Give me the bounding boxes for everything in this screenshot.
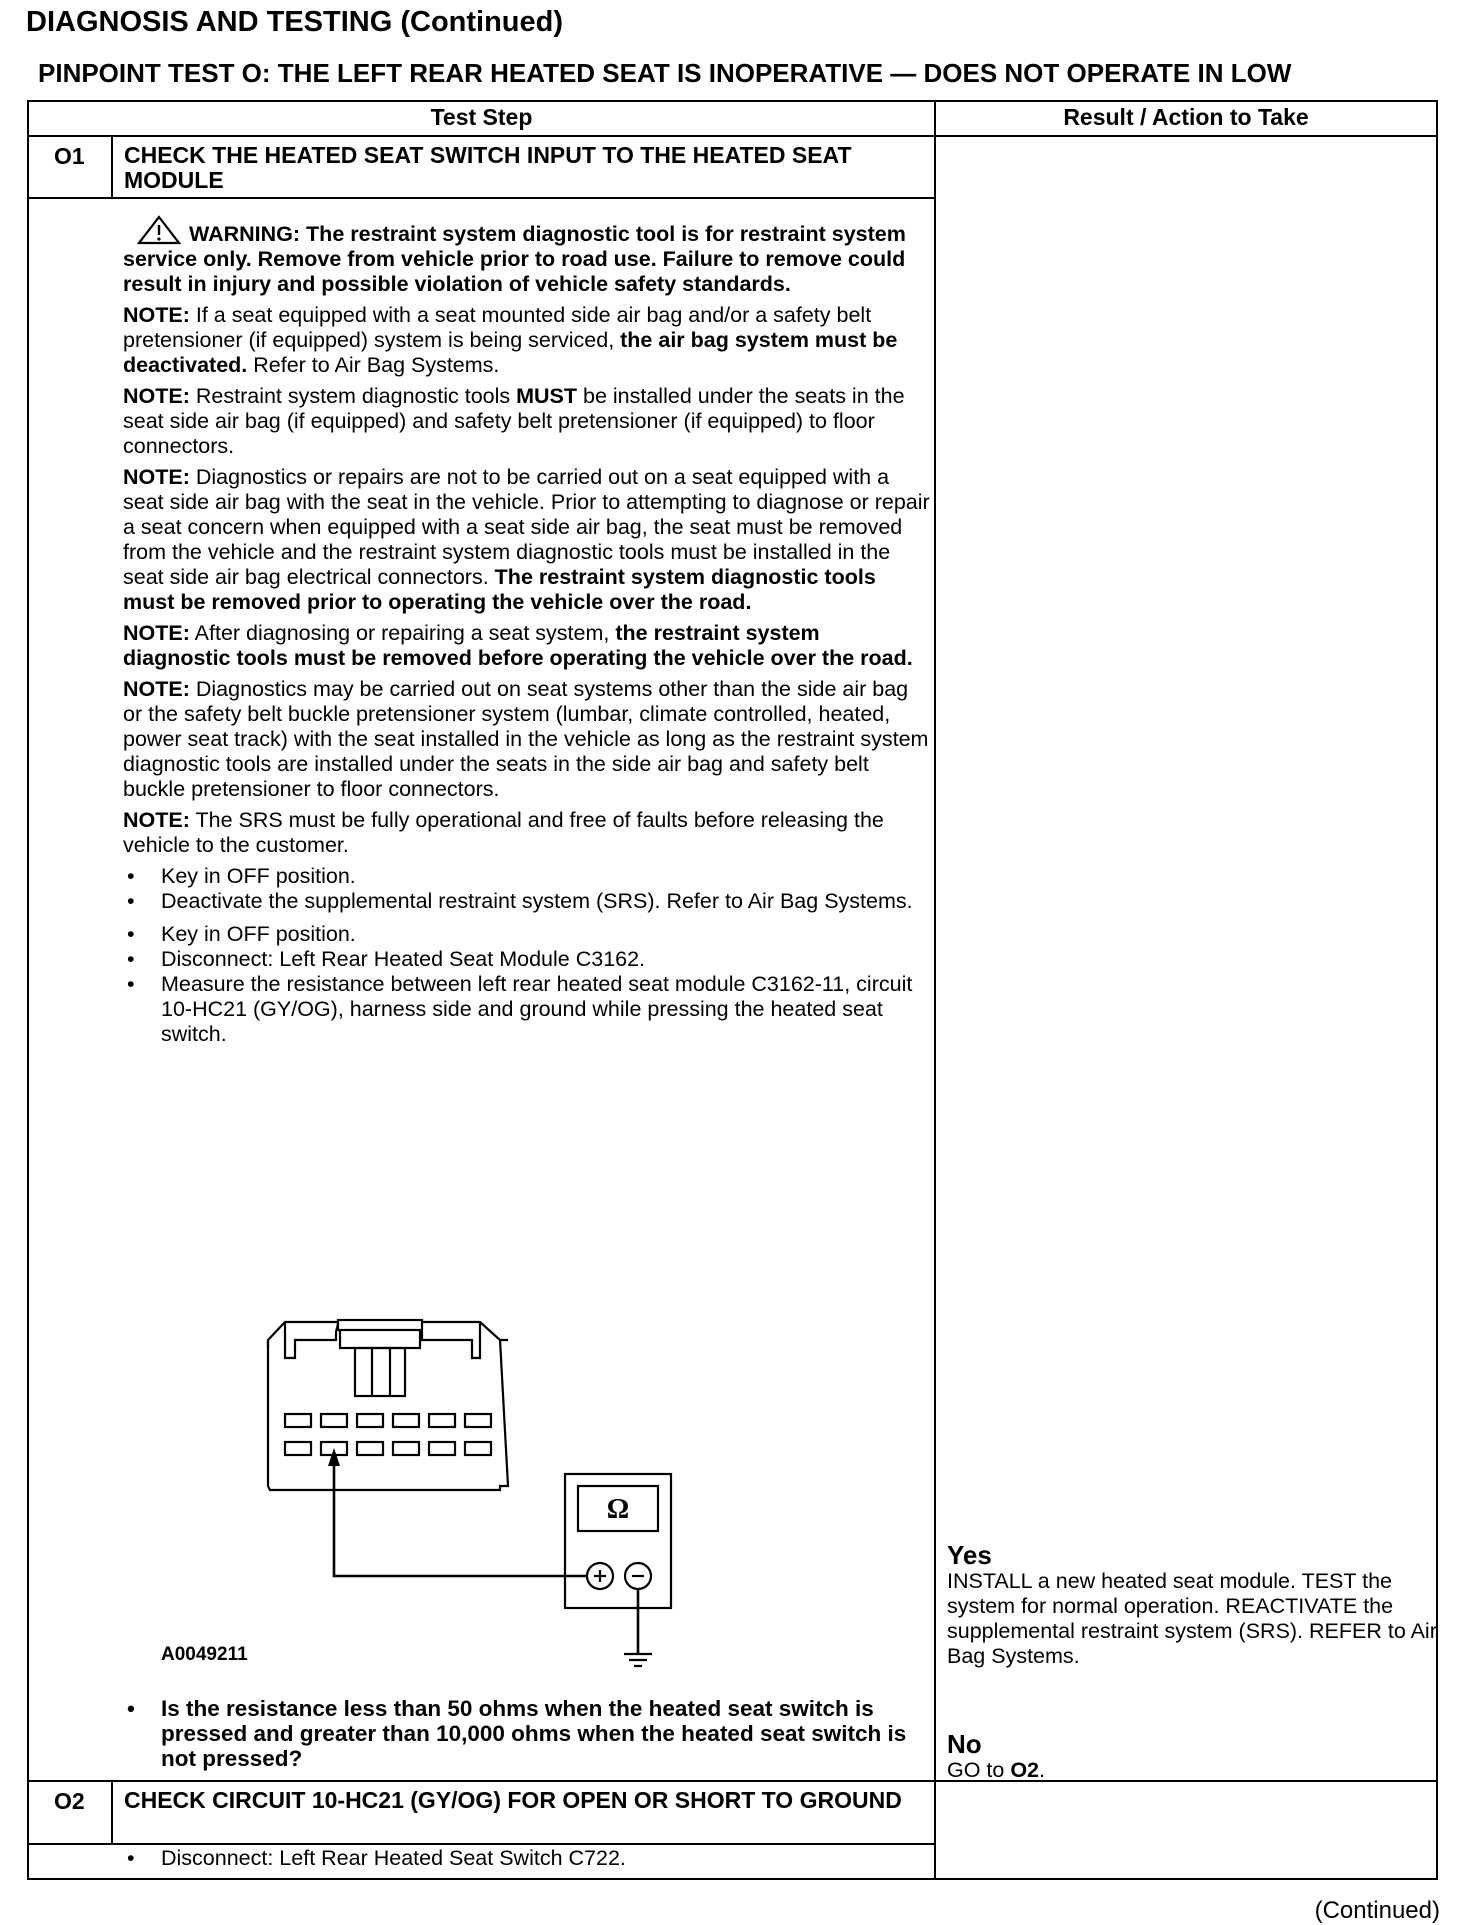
step-number-o1: O1 (54, 143, 85, 169)
result-yes (947, 1541, 1437, 1669)
note-2: NOTE: Restraint system diagnostic tools MUST be installed under the seats in the seat side air bag (if equipped) and safety belt pretensioner (if equipped) to floor connectors. (123, 384, 905, 458)
connector-measurement-diagram (150, 1310, 680, 1680)
yes-action: INSTALL a new heated seat module. TEST the system for normal operation. REACTIVATE the supplemental restraint system (SRS). REFER to Air Bag Systems. (947, 1569, 1437, 1668)
pinpoint-test-title: PINPOINT TEST O: THE LEFT REAR HEATED SEAT IS INOPERATIVE — DOES NOT OPERATE IN LOW (38, 58, 1292, 88)
list-item: • Disconnect: Left Rear Heated Seat Module C3162. (123, 947, 933, 972)
no-label: No (947, 1729, 982, 1759)
ohm-symbol: Ω (606, 1494, 630, 1525)
no-action: GO to O2. (947, 1758, 1045, 1782)
list-item: • Key in OFF position. (123, 922, 933, 947)
o2-step-number-divider (111, 1780, 113, 1844)
list-item: • Disconnect: Left Rear Heated Seat Switch C722. (123, 1846, 923, 1871)
o1-question (123, 1696, 923, 1771)
column-divider (934, 100, 936, 1880)
header-rule (27, 135, 1438, 137)
o2-title-rule (27, 1843, 936, 1845)
note-4: NOTE: After diagnosing or repairing a seat system, the restraint system diagnostic tools must be removed before operating the vehicle over the road. (123, 621, 913, 670)
warning-block (123, 215, 933, 297)
warning-label: WARNING: (189, 222, 301, 246)
yes-label: Yes (947, 1540, 992, 1570)
o2-step-list (123, 1846, 923, 1871)
column-header-test-step: Test Step (430, 104, 533, 130)
list-item: • Measure the resistance between left rear heated seat module C3162-11, circuit 10-HC21 (GY/OG), harness side and ground while pressing the heated seat switch. (123, 972, 933, 1047)
list-item: • Key in OFF position. (123, 864, 933, 889)
figure-id: A0049211 (161, 1644, 248, 1665)
continued-label: (Continued) (1314, 1897, 1440, 1924)
note-6: NOTE: The SRS must be fully operational and free of faults before releasing the vehicle to the customer. (123, 808, 884, 857)
step-number-o2: O2 (54, 1788, 85, 1814)
note-3: NOTE: Diagnostics or repairs are not to be carried out on a seat equipped with a seat side air bag with the seat in the vehicle. Prior to attempting to diagnose or repair a seat concern when equipped with a seat side air bag, the seat must be removed from the vehicle and the restraint system diagnostic tools must be installed in the seat side air bag electrical connectors. The restraint system diagnostic tools must be removed prior to operating the vehicle over the road. (123, 465, 930, 614)
probe-tip-icon (328, 1448, 340, 1466)
step-number-divider (111, 135, 113, 199)
note-1: NOTE: If a seat equipped with a seat mounted side air bag and/or a safety belt pretensioner (if equipped) system is being serviced, the air bag system must be deactivated. Refer to Air Bag Systems. (123, 303, 898, 377)
result-no (947, 1730, 1437, 1783)
o1-instructions (123, 215, 933, 1047)
page-title: DIAGNOSIS AND TESTING (Continued) (26, 6, 564, 38)
probe-lead (334, 1460, 587, 1576)
list-item: • Is the resistance less than 50 ohms when the heated seat switch is pressed and greater than 10,000 ohms when the heated seat switch is not pressed? (123, 1696, 923, 1771)
step-list-a (123, 864, 933, 914)
warning-triangle-icon (137, 215, 181, 245)
o1-title-rule (27, 197, 936, 199)
step-list-b (123, 922, 933, 1047)
warning-text: The restraint system diagnostic tool is for restraint system service only. Remove from vehicle prior to road use. Failure to remove could result in injury and possible violation of vehicle safety standards. (123, 222, 906, 296)
note-5: NOTE: Diagnostics may be carried out on seat systems other than the side air bag or the safety belt buckle pretensioner system (lumbar, climate controlled, heated, power seat track) with the seat installed in the vehicle as long as the restraint system diagnostic tools are installed under the seats in the side air bag and safety belt buckle pretensioner to floor connectors. (123, 677, 929, 801)
column-header-result: Result / Action to Take (1063, 104, 1309, 130)
step-title-o1: CHECK THE HEATED SEAT SWITCH INPUT TO THE HEATED SEAT MODULE (124, 142, 852, 193)
list-item: • Deactivate the supplemental restraint system (SRS). Refer to Air Bag Systems. (123, 889, 933, 914)
step-title-o2: CHECK CIRCUIT 10-HC21 (GY/OG) FOR OPEN OR SHORT TO GROUND (124, 1787, 902, 1813)
